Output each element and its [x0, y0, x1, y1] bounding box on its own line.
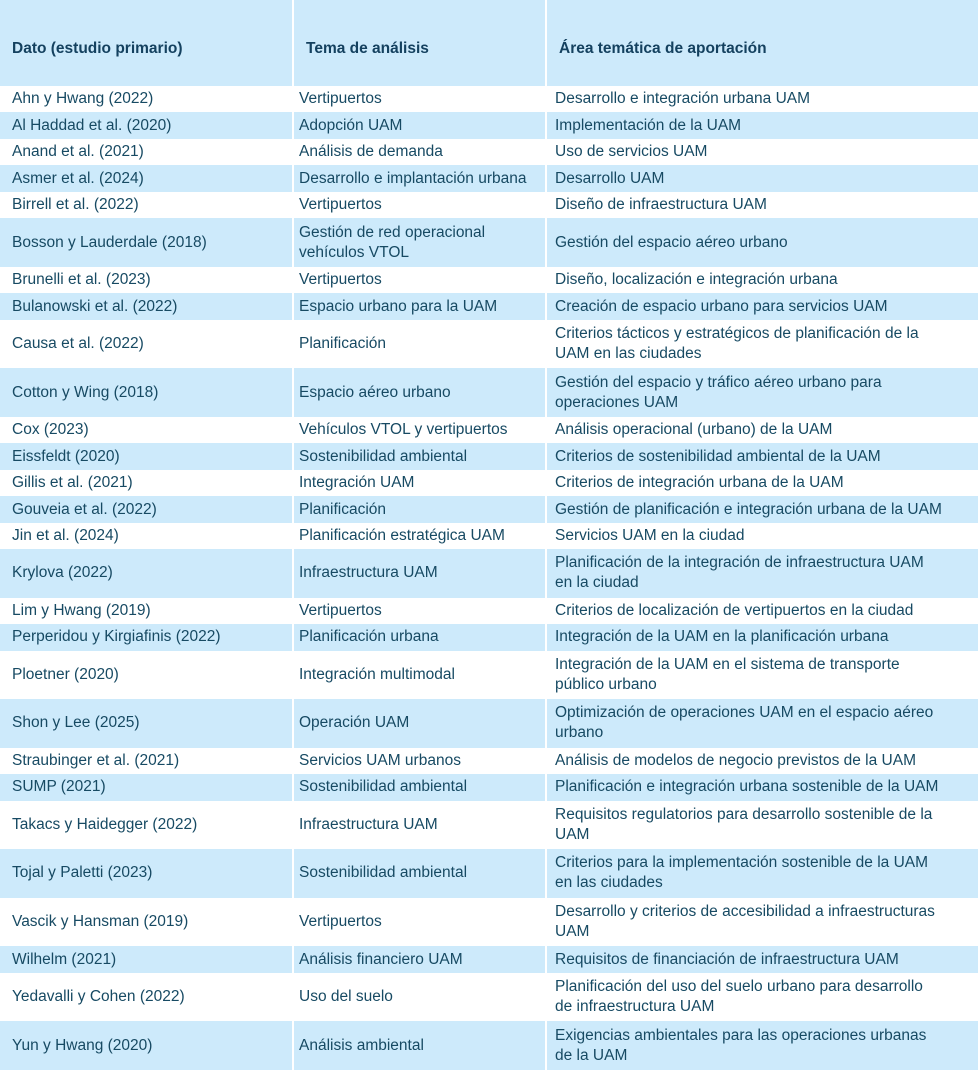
table-row — [0, 748, 978, 774]
table-header-row — [0, 0, 978, 86]
cell-dato: Causa et al. (2022) — [0, 320, 292, 369]
cell-dato: Eissfeldt (2020) — [0, 443, 292, 469]
cell-tema: Infraestructura UAM — [292, 549, 545, 598]
column-header-dato: Dato (estudio primario) — [0, 0, 292, 86]
cell-tema: Uso del suelo — [292, 973, 545, 1022]
cell-area: Planificación del uso del suelo urbano para desarrollo de infraestructura UAM — [545, 973, 978, 1022]
cell-dato: Vascik y Hansman (2019) — [0, 898, 292, 947]
cell-area: Optimización de operaciones UAM en el espacio aéreo urbano — [545, 699, 978, 748]
cell-tema: Análisis ambiental — [292, 1021, 545, 1070]
table-row — [0, 598, 978, 624]
table-row — [0, 801, 978, 850]
cell-dato: Perperidou y Kirgiafinis (2022) — [0, 624, 292, 650]
column-header-area: Área temática de aportación — [545, 0, 978, 86]
cell-area: Criterios de integración urbana de la UAM — [545, 470, 978, 496]
cell-tema: Planificación urbana — [292, 624, 545, 650]
cell-area: Gestión del espacio y tráfico aéreo urbano para operaciones UAM — [545, 368, 978, 417]
cell-tema: Operación UAM — [292, 699, 545, 748]
cell-dato: Jin et al. (2024) — [0, 523, 292, 549]
cell-area: Gestión del espacio aéreo urbano — [545, 218, 978, 267]
cell-area: Criterios de localización de vertipuertos en la ciudad — [545, 598, 978, 624]
cell-area: Planificación de la integración de infraestructura UAM en la ciudad — [545, 549, 978, 598]
cell-tema: Planificación — [292, 496, 545, 522]
cell-tema: Espacio aéreo urbano — [292, 368, 545, 417]
cell-tema: Sostenibilidad ambiental — [292, 849, 545, 898]
cell-dato: Anand et al. (2021) — [0, 139, 292, 165]
cell-tema: Planificación estratégica UAM — [292, 523, 545, 549]
cell-dato: Bosson y Lauderdale (2018) — [0, 218, 292, 267]
cell-area: Criterios tácticos y estratégicos de planificación de la UAM en las ciudades — [545, 320, 978, 369]
cell-area: Desarrollo e integración urbana UAM — [545, 86, 978, 112]
cell-tema: Desarrollo e implantación urbana — [292, 165, 545, 191]
table-row — [0, 267, 978, 293]
cell-dato: Brunelli et al. (2023) — [0, 267, 292, 293]
cell-area: Exigencias ambientales para las operaciones urbanas de la UAM — [545, 1021, 978, 1070]
cell-dato: Wilhelm (2021) — [0, 946, 292, 972]
table-row — [0, 1021, 978, 1070]
cell-dato: Yun y Hwang (2020) — [0, 1021, 292, 1070]
cell-area: Planificación e integración urbana sostenible de la UAM — [545, 774, 978, 800]
table-row — [0, 699, 978, 748]
cell-area: Diseño de infraestructura UAM — [545, 192, 978, 218]
table-row — [0, 849, 978, 898]
cell-area: Creación de espacio urbano para servicios UAM — [545, 293, 978, 319]
table-row — [0, 218, 978, 267]
table-row — [0, 624, 978, 650]
cell-tema: Espacio urbano para la UAM — [292, 293, 545, 319]
cell-dato: Al Haddad et al. (2020) — [0, 112, 292, 138]
cell-tema: Vertipuertos — [292, 898, 545, 947]
cell-dato: Birrell et al. (2022) — [0, 192, 292, 218]
cell-tema: Vertipuertos — [292, 267, 545, 293]
cell-tema: Vehículos VTOL y vertipuertos — [292, 417, 545, 443]
cell-dato: Straubinger et al. (2021) — [0, 748, 292, 774]
cell-dato: SUMP (2021) — [0, 774, 292, 800]
cell-area: Criterios para la implementación sostenible de la UAM en las ciudades — [545, 849, 978, 898]
cell-area: Análisis operacional (urbano) de la UAM — [545, 417, 978, 443]
cell-area: Requisitos de financiación de infraestructura UAM — [545, 946, 978, 972]
cell-dato: Ahn y Hwang (2022) — [0, 86, 292, 112]
table-row — [0, 496, 978, 522]
cell-tema: Análisis de demanda — [292, 139, 545, 165]
cell-tema: Infraestructura UAM — [292, 801, 545, 850]
cell-tema: Sostenibilidad ambiental — [292, 774, 545, 800]
table-row — [0, 470, 978, 496]
cell-area: Servicios UAM en la ciudad — [545, 523, 978, 549]
cell-area: Desarrollo UAM — [545, 165, 978, 191]
table-row — [0, 523, 978, 549]
cell-area: Integración de la UAM en la planificación urbana — [545, 624, 978, 650]
cell-dato: Takacs y Haidegger (2022) — [0, 801, 292, 850]
cell-dato: Bulanowski et al. (2022) — [0, 293, 292, 319]
cell-dato: Yedavalli y Cohen (2022) — [0, 973, 292, 1022]
table-row — [0, 946, 978, 972]
cell-dato: Shon y Lee (2025) — [0, 699, 292, 748]
cell-dato: Lim y Hwang (2019) — [0, 598, 292, 624]
cell-tema: Gestión de red operacional vehículos VTOL — [292, 218, 545, 267]
table-body — [0, 86, 978, 1070]
cell-area: Análisis de modelos de negocio previstos de la UAM — [545, 748, 978, 774]
cell-dato: Cox (2023) — [0, 417, 292, 443]
cell-dato: Gillis et al. (2021) — [0, 470, 292, 496]
table-row — [0, 549, 978, 598]
cell-dato: Krylova (2022) — [0, 549, 292, 598]
table-header — [0, 0, 978, 86]
cell-area: Uso de servicios UAM — [545, 139, 978, 165]
cell-area: Desarrollo y criterios de accesibilidad a infraestructuras UAM — [545, 898, 978, 947]
table-row — [0, 86, 978, 112]
table-row — [0, 651, 978, 700]
cell-tema: Vertipuertos — [292, 86, 545, 112]
cell-area: Requisitos regulatorios para desarrollo sostenible de la UAM — [545, 801, 978, 850]
cell-tema: Sostenibilidad ambiental — [292, 443, 545, 469]
table-row — [0, 112, 978, 138]
cell-tema: Análisis financiero UAM — [292, 946, 545, 972]
cell-tema: Vertipuertos — [292, 192, 545, 218]
table-row — [0, 139, 978, 165]
cell-dato: Ploetner (2020) — [0, 651, 292, 700]
table-row — [0, 443, 978, 469]
table-row — [0, 417, 978, 443]
cell-area: Diseño, localización e integración urbana — [545, 267, 978, 293]
table-row — [0, 774, 978, 800]
table-row — [0, 293, 978, 319]
cell-area: Integración de la UAM en el sistema de transporte público urbano — [545, 651, 978, 700]
table-row — [0, 320, 978, 369]
table-row — [0, 973, 978, 1022]
cell-tema: Adopción UAM — [292, 112, 545, 138]
cell-area: Implementación de la UAM — [545, 112, 978, 138]
table-row — [0, 165, 978, 191]
cell-tema: Vertipuertos — [292, 598, 545, 624]
cell-dato: Asmer et al. (2024) — [0, 165, 292, 191]
cell-area: Gestión de planificación e integración urbana de la UAM — [545, 496, 978, 522]
cell-tema: Integración multimodal — [292, 651, 545, 700]
table-row — [0, 898, 978, 947]
column-header-tema: Tema de análisis — [292, 0, 545, 86]
cell-tema: Servicios UAM urbanos — [292, 748, 545, 774]
cell-tema: Integración UAM — [292, 470, 545, 496]
cell-dato: Cotton y Wing (2018) — [0, 368, 292, 417]
cell-dato: Gouveia et al. (2022) — [0, 496, 292, 522]
cell-tema: Planificación — [292, 320, 545, 369]
cell-dato: Tojal y Paletti (2023) — [0, 849, 292, 898]
cell-area: Criterios de sostenibilidad ambiental de la UAM — [545, 443, 978, 469]
table-row — [0, 368, 978, 417]
table-row — [0, 192, 978, 218]
